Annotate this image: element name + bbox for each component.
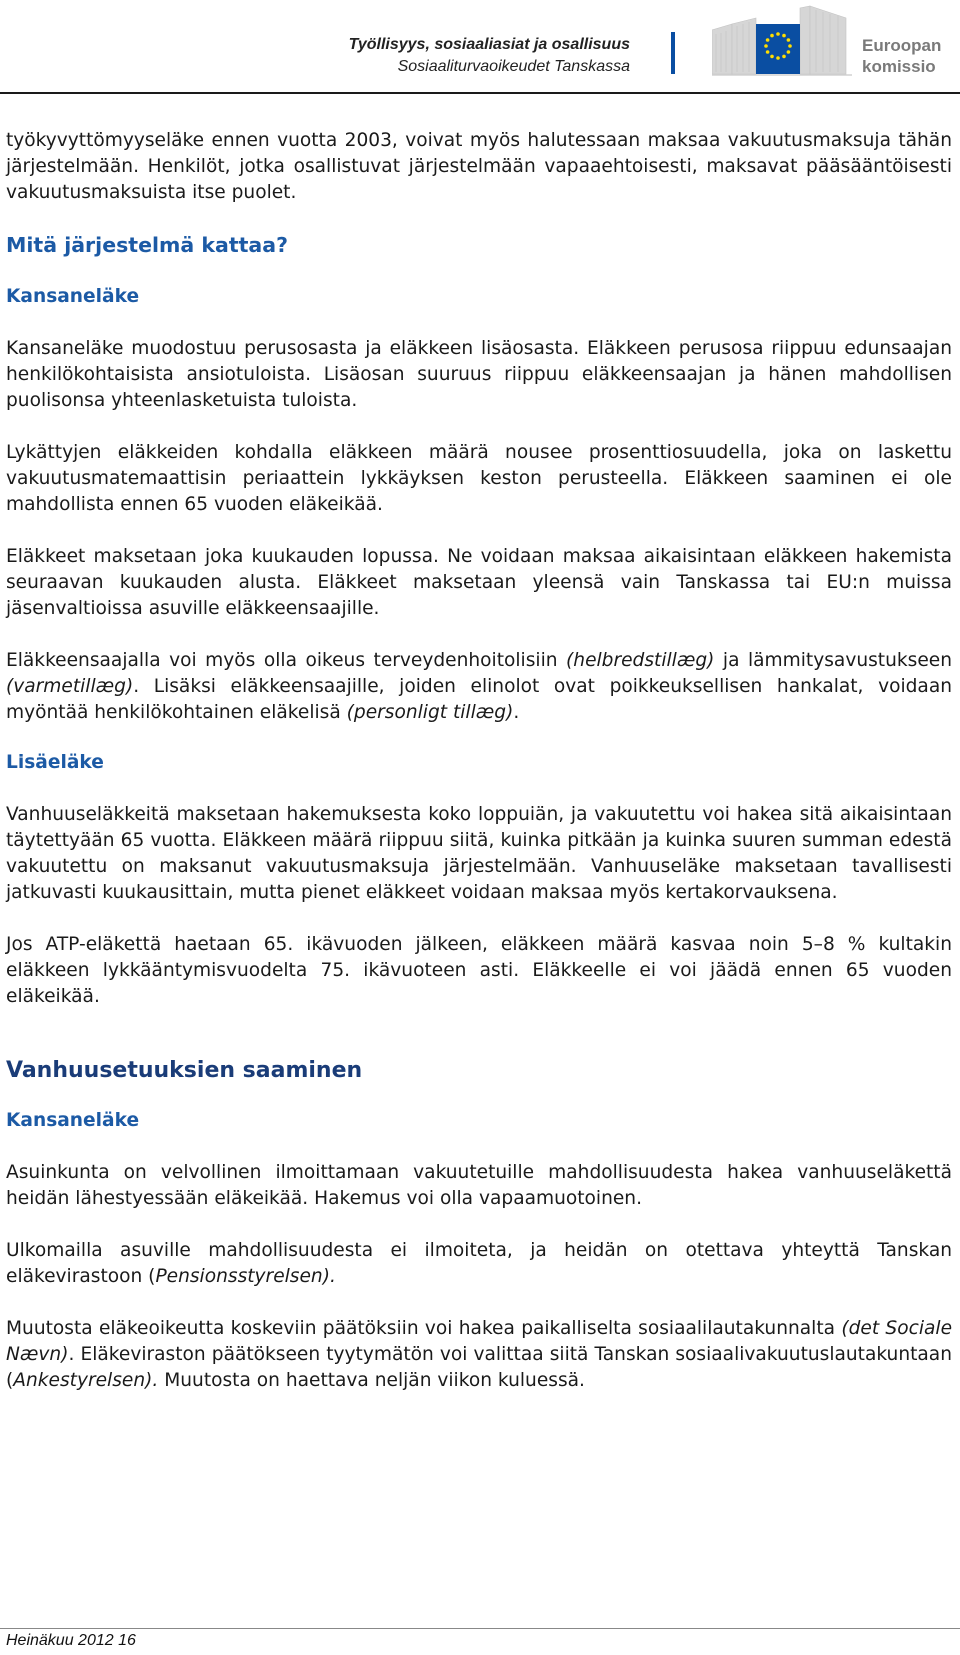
paragraph-kansanelake-2: Lykättyjen eläkkeiden kohdalla eläkkeen määrä nousee prosenttiosuudella, joka on laskettu vakuutusmatemaattisin periaattein lykkäyksen keston perusteella. Eläkkeen saaminen ei ole mahdollista ennen 65 vuoden eläkeikää.: [6, 442, 952, 515]
header-divider: [671, 32, 675, 74]
term-det-sociale-naevn: (det Sociale Nævn): [6, 1318, 953, 1365]
header-subtitle: Sosiaaliturvaoikeudet Tanskassa: [397, 58, 630, 75]
paragraph-kansanelake-3: Eläkkeet maksetaan joka kuukauden lopussa. Ne voidaan maksaa aikaisintaan eläkkeen hakemista seuraavan kuukauden alusta. Eläkkeet maksetaan yleensä vain Tanskassa tai EU:n muissa jäsenvaltioissa asuville eläkkeensaajille.: [6, 546, 952, 619]
logo-text-line2: komissio: [862, 57, 936, 76]
paragraph-kansanelake-4: [6, 648, 952, 726]
text: . Eläkeviraston päätökseen tyytymätön voi valittaa siitä Tanskan sosiaalivakuutuslautakuntaan (: [6, 1344, 952, 1391]
intro-paragraph: työkyvyttömyyseläke ennen vuotta 2003, voivat myös halutessaan maksaa vakuutusmaksuja tähän järjestelmään. Henkilöt, jotka osallistuvat järjestelmään vapaaehtoisesti, maksavat pääsääntöisesti vakuutusmaksuista itse puolet.: [6, 130, 952, 203]
text: Eläkkeensaajalla voi myös olla oikeus terveydenhoitolisiin: [6, 650, 567, 671]
footer-rule: [0, 1628, 960, 1629]
term-pensionsstyrelsen: Pensionsstyrelsen).: [155, 1266, 336, 1287]
term-ankestyrelsen: Ankestyrelsen).: [13, 1370, 159, 1391]
subheading-kansanelake-2: Kansaneläke: [6, 1110, 140, 1131]
header-title: Työllisyys, sosiaaliasiat ja osallisuus: [348, 36, 630, 53]
text: .: [513, 702, 520, 723]
term-helbredstillaeg: (helbredstillæg): [566, 650, 715, 671]
text: . Lisäksi eläkkeensaajille, joiden elinolot ovat poikkeuksellisen hankalat, voidaan myöntää henkilökohtainen eläkelisä: [6, 676, 952, 723]
term-personligt-tillaeg: (personligt tillæg): [346, 702, 514, 723]
paragraph-kansanelake-1: Kansaneläke muodostuu perusosasta ja eläkkeen lisäosasta. Eläkkeen perusosa riippuu edunsaajan henkilökohtaisista ansiotuloista. Lisäosan suuruus riippuu eläkkeensaajan ja hänen mahdollisen puolisonsa yhteenlasketuista tuloista.: [6, 338, 952, 411]
logo-text-line1: Euroopan: [862, 36, 942, 55]
paragraph-saaminen-2: [6, 1238, 952, 1290]
paragraph-lisaelake-1: Vanhuuseläkkeitä maksetaan hakemuksesta koko loppuiän, ja vakuutettu voi hakea sitä aikaisintaan täytettyään 65 vuotta. Eläkkeen määrä riippuu siitä, kuinka pitkään ja kuinka suuren summan edestä vakuutettu on maksanut vakuutusmaksuja järjestelmään. Vanhuuseläke maksetaan tavallisesti jatkuvasti kuukausittain, mutta pienet eläkkeet voidaan maksaa myös kertakorvauksena.: [6, 804, 952, 903]
section-heading-saaminen: Vanhuusetuuksien saaminen: [6, 1058, 363, 1083]
text: ja lämmitysavustukseen: [714, 650, 952, 671]
text: Muutosta on haettava neljän viikon kuluessä.: [158, 1370, 585, 1391]
document-body: [6, 128, 952, 1394]
page-footer: Heinäkuu 2012 16: [6, 1632, 136, 1649]
paragraph-saaminen-1: Asuinkunta on velvollinen ilmoittamaan vakuutetuille mahdollisuudesta hakea vanhuuseläkettä heidän lähestyessään eläkeikää. Hakemus voi olla vapaamuotoinen.: [6, 1162, 952, 1209]
header-rule: [0, 92, 960, 94]
text: Muutosta eläkeoikeutta koskeviin päätöksiin voi hakea paikalliselta sosiaalilautakunnalta: [6, 1318, 842, 1339]
subheading-lisaelake: Lisäeläke: [6, 752, 104, 773]
page-header: [0, 0, 960, 94]
section-heading-coverage: Mitä järjestelmä kattaa?: [6, 233, 288, 257]
paragraph-saaminen-3: [6, 1316, 952, 1394]
paragraph-lisaelake-2: Jos ATP-eläkettä haetaan 65. ikävuoden jälkeen, eläkkeen määrä kasvaa noin 5–8 % kultakin eläkkeen lykkääntymisvuodelta 75. ikävuoteen asti. Eläkkeelle ei voi jäädä ennen 65 vuoden eläkeikää.: [6, 934, 952, 1007]
text: Ulkomailla asuville mahdollisuudesta ei ilmoiteta, ja heidän on otettava yhteyttä Tanskan eläkevirastoon (: [6, 1240, 952, 1287]
term-varmetillaeg: (varmetillæg): [6, 676, 134, 697]
subheading-kansanelake: Kansaneläke: [6, 286, 140, 307]
